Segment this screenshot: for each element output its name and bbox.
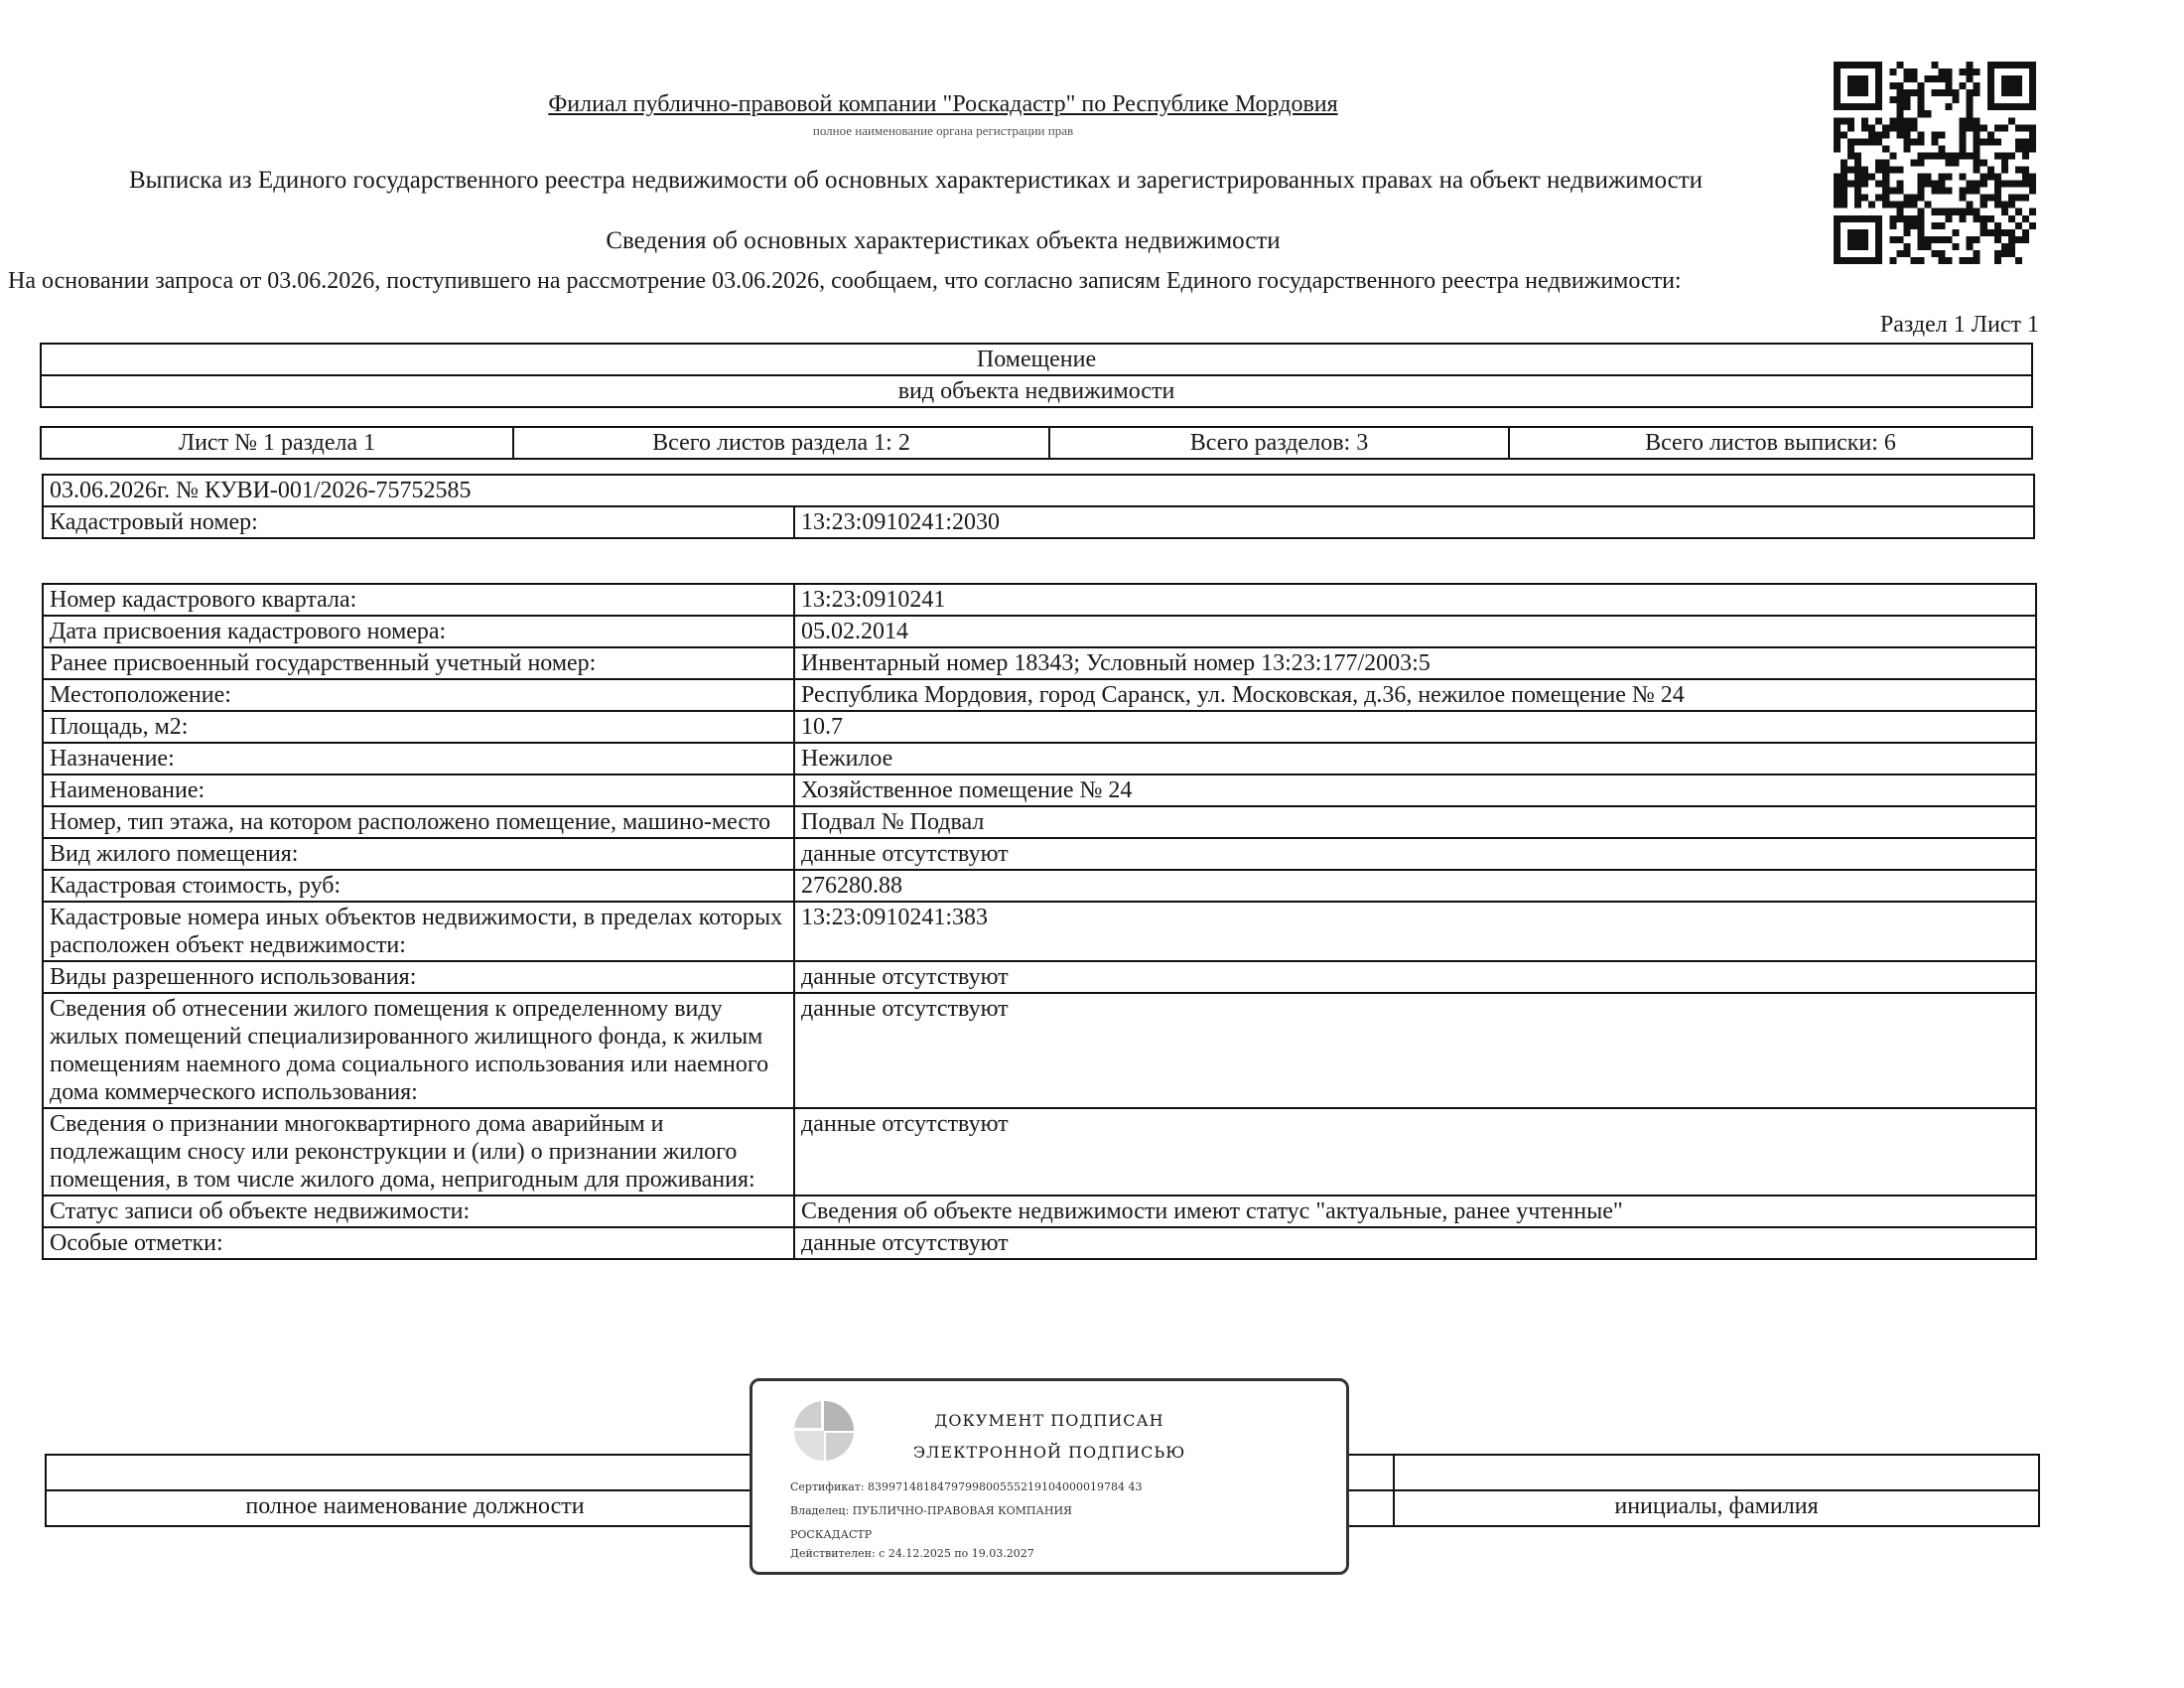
extract-title: Выписка из Единого государственного реестра недвижимости об основных характеристиках и зарегистрированных правах на объект недвижимости — [128, 167, 1703, 194]
field-label: Назначение: — [43, 743, 794, 774]
stamp-validity: Действителен: с 24.12.2025 по 19.03.2027 — [790, 1547, 1034, 1560]
field-value: данные отсутствуют — [794, 993, 2036, 1108]
table-row — [43, 806, 2036, 838]
field-label: Дата присвоения кадастрового номера: — [43, 616, 794, 647]
table-row — [43, 1196, 2036, 1227]
field-value: данные отсутствуют — [794, 961, 2036, 993]
field-value: данные отсутствуют — [794, 838, 2036, 870]
stamp-title: ДОКУМЕНТ ПОДПИСАН — [934, 1411, 1164, 1430]
object-type-table — [40, 343, 2033, 408]
table-row — [43, 647, 2036, 679]
position-field — [46, 1455, 784, 1490]
stamp-certificate: Сертификат: 8399714818479799800555219104000019784 43 — [790, 1480, 1143, 1493]
field-value: 10.7 — [794, 711, 2036, 743]
characteristics-table — [42, 583, 2037, 1260]
cadastral-number-label: Кадастровый номер: — [43, 506, 794, 538]
request-text: На основании запроса от 03.06.2026, поступившего на рассмотрение 03.06.2026, сообщаем, что согласно записям Единого государственного реестра недвижимости: — [8, 268, 1682, 294]
table-row — [43, 711, 2036, 743]
sheets-total: Всего листов выписки: 6 — [1509, 427, 2032, 459]
field-value: данные отсутствуют — [794, 1108, 2036, 1196]
name-field — [1394, 1455, 2039, 1490]
field-value: Нежилое — [794, 743, 2036, 774]
document-number: 03.06.2026г. № КУВИ-001/2026-75752585 — [43, 475, 2034, 506]
table-row — [43, 774, 2036, 806]
stamp-owner: Владелец: ПУБЛИЧНО-ПРАВОВАЯ КОМПАНИЯ — [790, 1504, 1072, 1517]
organization-caption: полное наименование органа регистрации прав — [812, 123, 1074, 138]
table-row — [43, 743, 2036, 774]
field-label: Кадастровые номера иных объектов недвижимости, в пределах которых расположен объект недвижимости: — [43, 902, 794, 961]
table-row — [43, 616, 2036, 647]
field-label: Виды разрешенного использования: — [43, 961, 794, 993]
name-caption: инициалы, фамилия — [1394, 1490, 2039, 1526]
sheet-reference: Раздел 1 Лист 1 — [1879, 312, 2039, 338]
field-label: Сведения о признании многоквартирного дома аварийным и подлежащим сносу или реконструкции и (или) о признании жилого помещения, в том числе жилого дома, непригодным для проживания: — [43, 1108, 794, 1196]
field-value: Сведения об объекте недвижимости имеют статус "актуальные, ранее учтенные" — [794, 1196, 2036, 1227]
sheet-number: Лист № 1 раздела 1 — [41, 427, 513, 459]
table-row — [43, 838, 2036, 870]
table-row — [43, 1227, 2036, 1259]
cadastral-number-value: 13:23:0910241:2030 — [794, 506, 2034, 538]
field-label: Кадастровая стоимость, руб: — [43, 870, 794, 902]
field-value: Республика Мордовия, город Саранск, ул. Московская, д.36, нежилое помещение № 24 — [794, 679, 2036, 711]
table-row — [43, 584, 2036, 616]
field-value: Хозяйственное помещение № 24 — [794, 774, 2036, 806]
sections-total: Всего разделов: 3 — [1049, 427, 1509, 459]
stamp-subtitle: ЭЛЕКТРОННОЙ ПОДПИСЬЮ — [912, 1443, 1186, 1462]
field-label: Местоположение: — [43, 679, 794, 711]
object-type: Помещение — [41, 344, 2032, 375]
table-row — [43, 870, 2036, 902]
field-label: Вид жилого помещения: — [43, 838, 794, 870]
field-value: 276280.88 — [794, 870, 2036, 902]
table-row — [43, 1108, 2036, 1196]
field-value: 13:23:0910241 — [794, 584, 2036, 616]
field-label: Наименование: — [43, 774, 794, 806]
position-caption: полное наименование должности — [46, 1490, 784, 1526]
field-label: Номер кадастрового квартала: — [43, 584, 794, 616]
info-title: Сведения об основных характеристиках объекта недвижимости — [606, 227, 1281, 254]
qr-code — [1834, 62, 2036, 264]
field-label: Статус записи об объекте недвижимости: — [43, 1196, 794, 1227]
table-row — [43, 993, 2036, 1108]
field-label: Номер, тип этажа, на котором расположено помещение, машино-место — [43, 806, 794, 838]
field-value: данные отсутствуют — [794, 1227, 2036, 1259]
field-label: Сведения об отнесении жилого помещения к определенному виду жилых помещений специализированного жилищного фонда, к жилым помещениям наемного дома социального использования или наемного дома коммерческого использования: — [43, 993, 794, 1108]
table-row — [43, 961, 2036, 993]
sheets-table — [40, 426, 2033, 460]
field-value: Подвал № Подвал — [794, 806, 2036, 838]
field-label: Площадь, м2: — [43, 711, 794, 743]
electronic-signature-stamp — [750, 1378, 1349, 1575]
document-table — [42, 474, 2035, 539]
field-value: 13:23:0910241:383 — [794, 902, 2036, 961]
organization-name: Филиал публично-правовой компании "Роскадастр" по Республике Мордовия — [548, 91, 1338, 117]
table-row — [43, 679, 2036, 711]
table-row — [43, 902, 2036, 961]
stamp-owner-name: РОСКАДАСТР — [790, 1528, 873, 1541]
field-value: 05.02.2014 — [794, 616, 2036, 647]
field-label: Ранее присвоенный государственный учетный номер: — [43, 647, 794, 679]
field-value: Инвентарный номер 18343; Условный номер 13:23:177/2003:5 — [794, 647, 2036, 679]
sheets-in-section: Всего листов раздела 1: 2 — [513, 427, 1049, 459]
field-label: Особые отметки: — [43, 1227, 794, 1259]
object-type-caption: вид объекта недвижимости — [41, 375, 2032, 407]
